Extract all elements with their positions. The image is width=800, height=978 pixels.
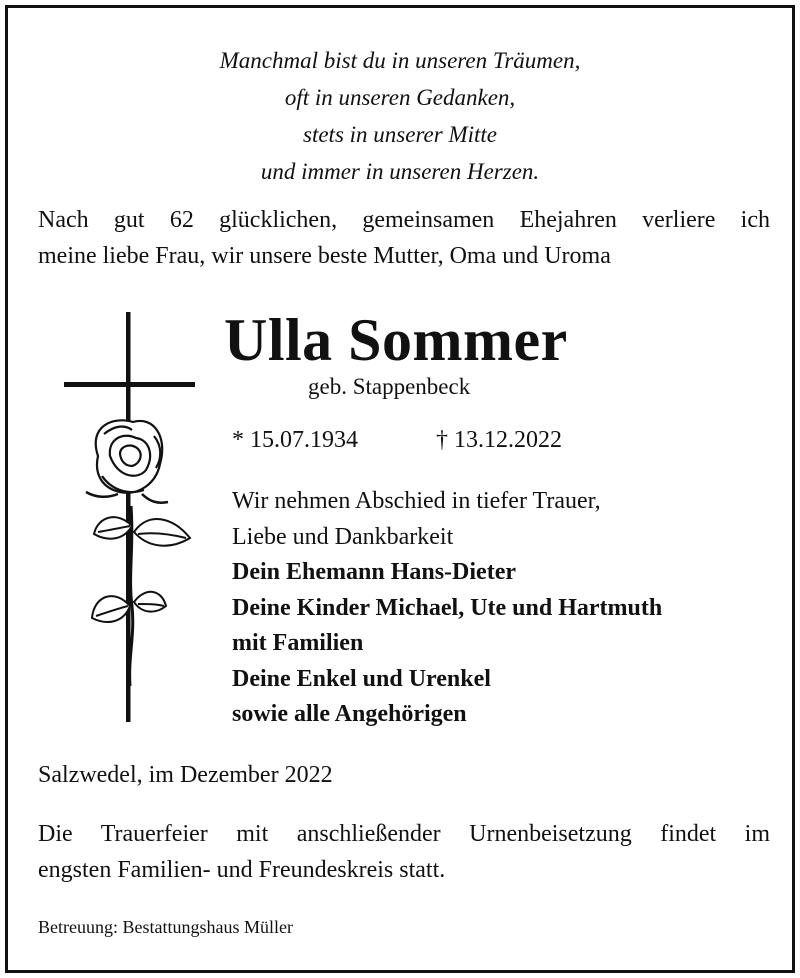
place-and-date: Salzwedel, im Dezember 2022 [38, 762, 333, 788]
maiden-name: geb. Stappenbeck [308, 374, 471, 399]
deceased-name: Ulla Sommer [224, 307, 568, 373]
memorial-poem [8, 42, 792, 190]
funeral-info [38, 816, 770, 888]
mourner-name: Deine Kinder Michael, Ute und Hartmuth [232, 594, 663, 621]
cross-with-rose-icon [58, 306, 208, 726]
intro-line-2: meine liebe Frau, wir unsere beste Mutter, Oma und Uroma [38, 243, 611, 269]
mourner-name: mit Familien [232, 630, 364, 656]
undertaker-credit: Betreuung: Bestattungshaus Müller [38, 917, 293, 937]
obituary-notice [5, 5, 795, 973]
mourner-name: Deine Enkel und Urenkel [232, 665, 491, 692]
mourners-block [232, 484, 662, 733]
mourners-intro-line-1: Wir nehmen Abschied in tiefer Trauer, [232, 488, 601, 514]
birth-date: * 15.07.1934 [232, 427, 358, 453]
poem-line-2: oft in unseren Gedanken, [284, 85, 516, 110]
death-date: † 13.12.2022 [436, 427, 562, 453]
mourners-intro-line-2: Liebe und Dankbarkeit [232, 523, 454, 550]
poem-line-3: stets in unserer Mitte [303, 122, 497, 147]
funeral-line-1: Die Trauerfeier mit anschließender Urnenbeisetzung findet im [38, 821, 770, 847]
poem-line-4: und immer in unseren Herzen. [260, 159, 540, 184]
intro-text [38, 202, 770, 274]
mourner-name: sowie alle Angehörigen [232, 701, 467, 727]
mourner-name: Dein Ehemann Hans-Dieter [232, 559, 516, 585]
intro-line-1: Nach gut 62 glücklichen, gemeinsamen Ehejahren verliere ich [38, 207, 770, 233]
poem-line-1: Manchmal bist du in unseren Träumen, [219, 48, 581, 73]
funeral-line-2: engsten Familien- und Freundeskreis statt. [38, 857, 446, 883]
